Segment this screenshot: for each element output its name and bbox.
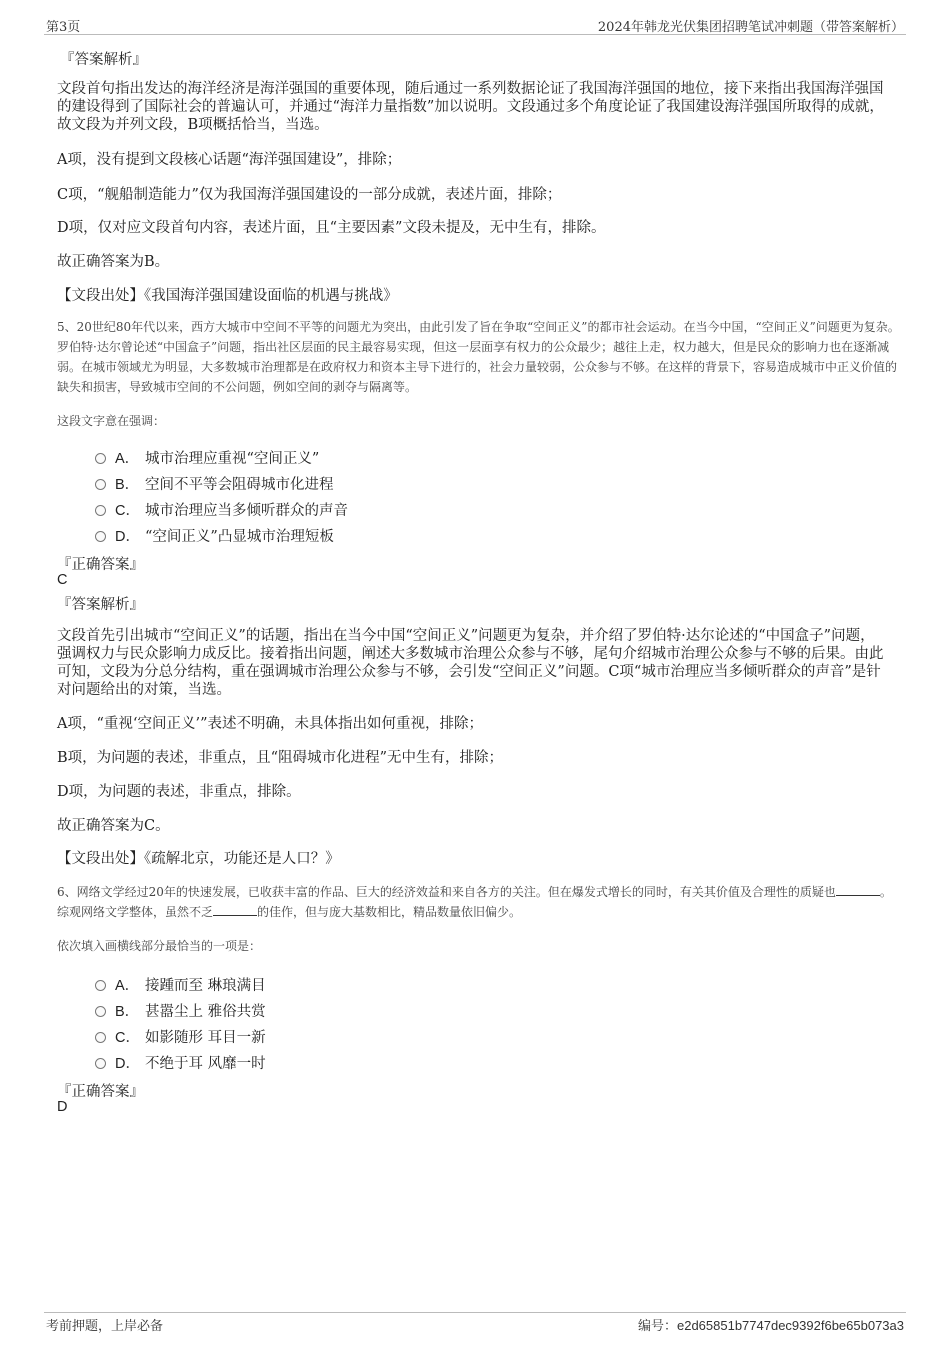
q4-option-a-analysis: A项，没有提到文段核心话题“海洋强国建设”，排除；	[57, 152, 402, 168]
q5-option-d-analysis: D项，为问题的表述，非重点，排除。	[57, 784, 301, 800]
fill-blank-2	[213, 903, 257, 916]
option-text: “空间正义”凸显城市治理短板	[145, 529, 334, 545]
q5-prompt: 这段文字意在强调：	[57, 414, 166, 428]
q5-option-d[interactable]	[95, 525, 334, 546]
radio-icon[interactable]	[95, 531, 106, 542]
q5-source: 【文段出处】《疏解北京，功能还是人口？》	[57, 851, 340, 867]
q6-option-c[interactable]	[95, 1026, 266, 1047]
q4-analysis-text: 文段首句指出发达的海洋经济是海洋强国的重要体现，随后通过一系列数据论证了我国海洋强国的地位，接下来指出我国海洋强国的建设得到了国际社会的普遍认可，并通过“海洋力量指数”加以说明。文段通过多个角度论证了我国建设海洋强国所取得的成就，故文段为并列文段，B项概括恰当，当选。	[57, 81, 884, 133]
q5-conclusion: 故正确答案为C。	[57, 818, 170, 834]
option-text: 空间不平等会阻碍城市化进程	[145, 477, 334, 493]
q6-stem-part-2: 。综观网络文学整体，虽然不乏	[57, 885, 892, 919]
q4-option-d-analysis: D项，仅对应文段首句内容，表述片面，且“主要因素”文段未提及，无中生有，排除。	[57, 220, 606, 236]
option-letter: D．	[115, 1056, 140, 1072]
q6-option-d[interactable]	[95, 1052, 266, 1073]
radio-icon[interactable]	[95, 505, 106, 516]
q4-analysis-label: 『答案解析』	[60, 52, 147, 68]
option-text: 城市治理应重视“空间正义”	[145, 451, 320, 467]
radio-icon[interactable]	[95, 479, 106, 490]
radio-icon[interactable]	[95, 453, 106, 464]
radio-icon[interactable]	[95, 1006, 106, 1017]
q5-answer: C	[57, 572, 68, 588]
radio-icon[interactable]	[95, 980, 106, 991]
q6-option-a[interactable]	[95, 974, 266, 995]
option-letter: C．	[115, 503, 140, 519]
option-text: 甚嚣尘上 雅俗共赏	[145, 1004, 266, 1020]
q5-option-b[interactable]	[95, 473, 334, 494]
q5-option-a-analysis: A项，“重视‘空间正义’”表述不明确，未具体指出如何重视，排除；	[57, 716, 484, 732]
q6-prompt: 依次填入画横线部分最恰当的一项是：	[57, 939, 262, 953]
option-letter: B．	[115, 1004, 140, 1020]
footer-slogan: 考前押题，上岸必备	[46, 1319, 164, 1334]
q6-option-b[interactable]	[95, 1000, 266, 1021]
code-value: e2d65851b7747dec9392f6be65b073a3	[676, 1318, 904, 1333]
page-footer	[44, 1312, 906, 1335]
q5-answer-label: 『正确答案』	[57, 557, 144, 573]
q6-answer: D	[57, 1099, 68, 1115]
page-header	[44, 14, 906, 35]
document-code	[638, 1315, 904, 1334]
radio-icon[interactable]	[95, 1058, 106, 1069]
option-text: 城市治理应当多倾听群众的声音	[145, 503, 348, 519]
q5-option-b-analysis: B项，为问题的表述，非重点，且“阻碍城市化进程”无中生有，排除；	[57, 750, 503, 766]
q4-conclusion: 故正确答案为B。	[57, 254, 170, 270]
option-letter: D．	[115, 529, 140, 545]
q6-answer-label: 『正确答案』	[57, 1084, 144, 1100]
option-letter: C．	[115, 1030, 140, 1046]
q6-stem-part-3: 的佳作，但与庞大基数相比，精品数量依旧偏少。	[257, 905, 522, 919]
option-text: 不绝于耳 风靡一时	[145, 1056, 266, 1072]
q6-stem	[57, 882, 902, 922]
q5-option-c[interactable]	[95, 499, 348, 520]
code-label: 编号：	[637, 1319, 677, 1334]
q4-option-c-analysis: C项，“舰船制造能力”仅为我国海洋强国建设的一部分成就，表述片面，排除；	[57, 187, 562, 203]
q6-stem-part-1: 6、网络文学经过20年的快速发展，已收获丰富的作品、巨大的经济效益和来自各方的关注。但在爆发式增长的同时，有关其价值及合理性的质疑也	[57, 885, 836, 899]
page-number: 第3页	[46, 20, 81, 35]
q5-option-a[interactable]	[95, 447, 319, 468]
q5-analysis-label: 『答案解析』	[57, 597, 144, 613]
option-text: 接踵而至 琳琅满目	[145, 978, 266, 994]
q4-source: 【文段出处】《我国海洋强国建设面临的机遇与挑战》	[57, 288, 398, 304]
document-title: 2024年韩龙光伏集团招聘笔试冲刺题（带答案解析）	[597, 20, 904, 35]
fill-blank-1	[836, 883, 880, 896]
radio-icon[interactable]	[95, 1032, 106, 1043]
q5-analysis-text: 文段首先引出城市“空间正义”的话题，指出在当今中国“空间正义”问题更为复杂，并介绍了罗伯特·达尔论述的“中国盒子”问题，强调权力与民众影响力成反比。接着指出问题，阐述大多数城市治理公众参与不够，尾句介绍城市治理公众参与不够的后果。由此可知，文段为分总分结构，重在强调城市治理公众参与不够，会引发“空间正义”问题。C项“城市治理应当多倾听群众的声音”是针对问题给出的对策，当选。	[57, 628, 884, 698]
option-letter: B．	[115, 477, 140, 493]
q5-stem: 5、20世纪80年代以来，西方大城市中空间不平等的问题尤为突出，由此引发了旨在争取“空间正义”的都市社会运动。在当今中国，“空间正义”问题更为复杂。罗伯特·达尔曾论述“中国盒子”问题，指出社区层面的民主最容易实现，但这一层面享有权力的公众最少；越往上走，权力越大，但是民众的影响力也在逐渐减弱。在城市领域尤为明显，大多数城市治理都是在政府权力和资本主导下进行的，社会力量较弱，公众参与不够。在这样的背景下，容易造成城市中正义价值的缺失和损害，导致城市空间的不公问题，例如空间的剥夺与隔离等。	[57, 320, 900, 394]
option-letter: A．	[115, 451, 140, 467]
option-text: 如影随形 耳目一新	[145, 1030, 266, 1046]
option-letter: A．	[115, 978, 140, 994]
